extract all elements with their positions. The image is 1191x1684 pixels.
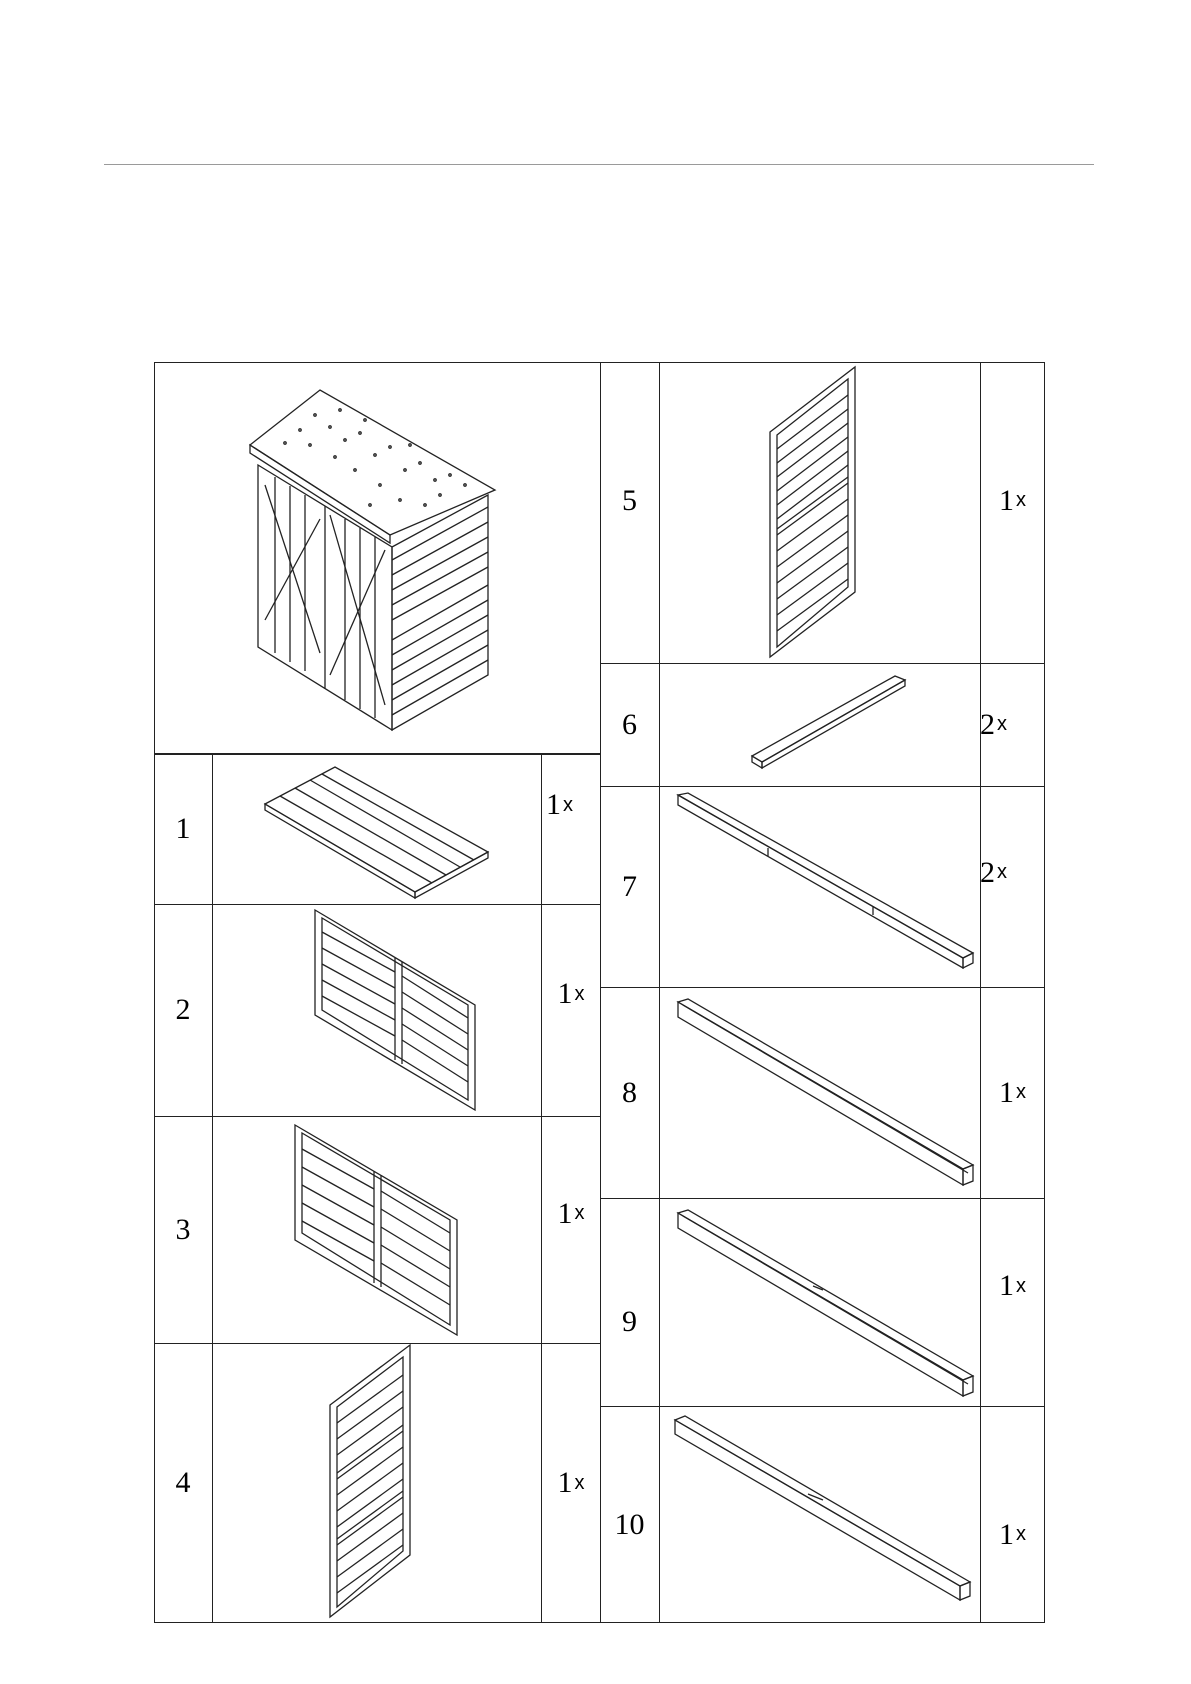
qty-unit: x <box>563 793 573 816</box>
header-rule <box>104 164 1094 165</box>
part-qty <box>541 730 601 880</box>
part-number: 5 <box>622 483 637 517</box>
qty-value: 1 <box>546 788 561 821</box>
part-qty <box>541 1343 601 1623</box>
part-qty <box>541 1100 601 1327</box>
qty-unit: x <box>1016 1274 1026 1297</box>
grooved-beam-icon <box>673 1208 978 1400</box>
part-number: 1 <box>175 812 191 845</box>
qty-unit: x <box>574 982 585 1005</box>
part-qty <box>980 1182 1045 1390</box>
grooved-beam-icon <box>673 997 978 1189</box>
short-beam-icon <box>750 674 910 769</box>
qty-unit: x <box>1016 489 1026 511</box>
side-wall-panel-icon <box>765 367 860 657</box>
part-number: 8 <box>622 1075 637 1109</box>
qty-value: 1 <box>999 1517 1014 1551</box>
side-wall-panel-icon <box>325 1345 415 1617</box>
qty-value: 1 <box>999 1269 1014 1302</box>
part-number: 6 <box>622 707 637 741</box>
qty-unit: x <box>574 1471 585 1494</box>
notched-beam-icon <box>673 793 978 973</box>
qty-unit: x <box>997 713 1007 735</box>
assembled-shed-icon <box>240 385 500 735</box>
qty-unit: x <box>1016 1523 1026 1545</box>
qty-value: 2 <box>980 855 995 889</box>
qty-unit: x <box>1016 1081 1026 1103</box>
qty-value: 1 <box>557 977 573 1010</box>
part-qty <box>980 772 1045 973</box>
qty-value: 1 <box>557 1466 573 1499</box>
part-qty <box>980 987 1045 1198</box>
part-number: 4 <box>175 1466 191 1499</box>
back-wall-panel-icon <box>292 1125 467 1335</box>
qty-value: 2 <box>980 707 995 741</box>
part-qty <box>980 1426 1045 1643</box>
part-qty <box>980 350 1045 651</box>
floor-panel-icon <box>260 762 500 897</box>
part-number: 3 <box>175 1212 191 1246</box>
qty-unit: x <box>997 861 1007 883</box>
qty-value: 1 <box>999 483 1014 517</box>
part-qty <box>980 663 1045 786</box>
part-number: 7 <box>622 869 637 903</box>
qty-value: 1 <box>999 1075 1014 1109</box>
qty-value: 1 <box>557 1196 573 1230</box>
long-beam-icon <box>673 1414 978 1609</box>
part-number: 2 <box>175 993 191 1026</box>
part-number: 9 <box>622 1305 637 1338</box>
back-wall-panel-icon <box>310 910 485 1110</box>
part-number: 10 <box>614 1507 645 1541</box>
part-qty <box>541 888 601 1100</box>
qty-unit: x <box>574 1202 585 1224</box>
